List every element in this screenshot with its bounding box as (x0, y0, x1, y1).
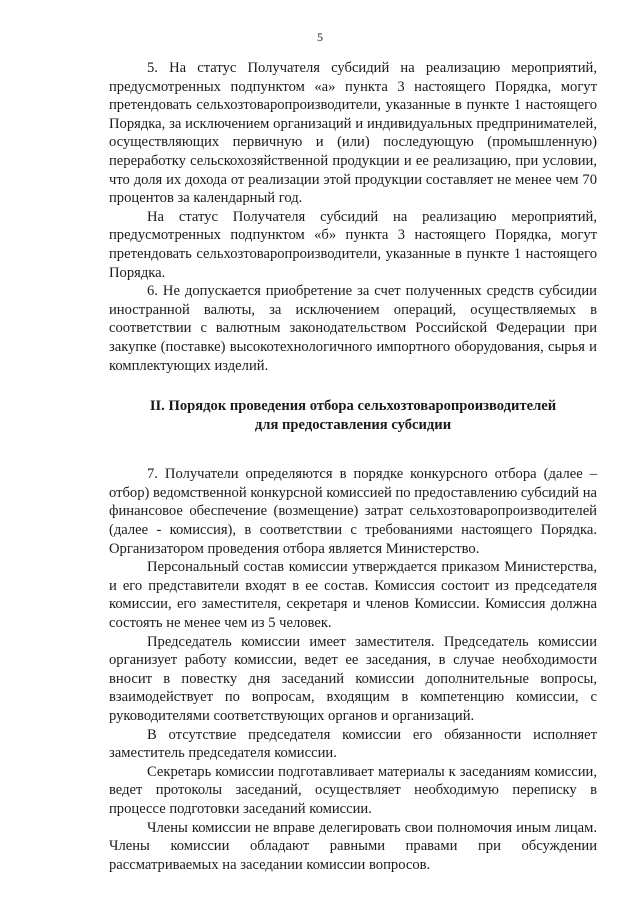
paragraph-6: 6. Не допускается приобретение за счет полученных средств субсидии иностранной валюты, за исключением операций, осуществляемых в соответствии с валютным законодательством Российской Федерации при закупке (поставке) высокотехнологичного импортного оборудования, сырья и комплектующих изделий. (109, 283, 597, 374)
paragraph-secretary: Секретарь комиссии подготавливает материалы к заседаниям комиссии, ведет протоколы заседаний, осуществляет необходимую переписку в процессе подготовки заседаний комиссии. (109, 763, 597, 817)
page-number: 5 (317, 30, 323, 44)
paragraph-commission-composition: Персональный состав комиссии утверждается приказом Министерства, и его представители входят в ее состав. Комиссия состоит из председателя комиссии, его заместителя, секретаря и членов Комиссии. Комиссия должна состоять не менее чем из 5 человек. (109, 559, 597, 632)
paragraph-5-continued: На статус Получателя субсидий на реализацию мероприятий, предусмотренных подпунктом «б» пункта 3 настоящего Порядка, могут претендовать сельхозтоваропроизводители, указанные в пункте 1 настоящего Порядка. (109, 208, 597, 281)
paragraph-7: 7. Получатели определяются в порядке конкурсного отбора (далее – отбор) ведомственной конкурсной комиссией по предоставлению субсидий на финансовое обеспечение (возмещение) затрат сельхозтоваропроизводителей (далее - комиссия), в соответствии с требованиями настоящего Порядка. Организатором проведения отбора является Министерство. (109, 466, 597, 557)
section-heading (109, 397, 597, 434)
section-heading-line-1: II. Порядок проведения отбора сельхозтоваропроизводителей (149, 398, 557, 415)
paragraph-5: 5. На статус Получателя субсидий на реализацию мероприятий, предусмотренных подпунктом «а» пункта 3 настоящего Порядка, могут претендовать сельхозтоваропроизводители, указанные в пункте 1 настоящего Порядка, за исключением организаций и индивидуальных предпринимателей, осуществляющих первичную и (или) последующую (промышленную) переработку сельскохозяйственной продукции и ее реализацию, при условии, что доля их дохода от реализации этой продукции составляет не менее чем 70 процентов за календарный год. (109, 60, 597, 207)
paragraph-chairman-duties: Председатель комиссии имеет заместителя. Председатель комиссии организует работу комиссии, ведет ее заседания, в случае необходимости вносит в повестку дня заседаний комиссии дополнительные вопросы, взаимодействует по вопросам, входящим в компетенцию комиссии, с руководителями соответствующих органов и организаций. (109, 633, 597, 724)
paragraph-deputy-chairman: В отсутствие председателя комиссии его обязанности исполняет заместитель председателя комиссии. (109, 726, 597, 762)
paragraph-members: Члены комиссии не вправе делегировать свои полномочия иным лицам. Члены комиссии обладают равными правами при обсуждении рассматриваемых на заседании комиссии вопросов. (109, 819, 597, 873)
document-body (109, 59, 597, 874)
section-heading-line-2: для предоставления субсидии (254, 416, 452, 433)
